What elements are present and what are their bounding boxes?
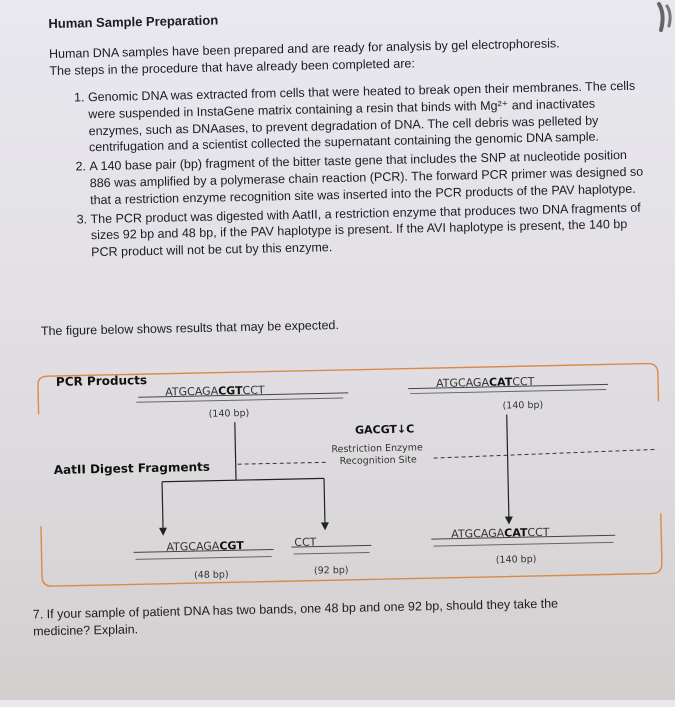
arrow-92-line [324, 478, 325, 524]
frag48-seq: ATGCAGACGT [166, 539, 244, 554]
left-product-seq: ATGCAGACGTCCT [165, 383, 265, 399]
frag48-size: (48 bp) [193, 569, 229, 582]
figure-lead-text: The figure below shows results that may be expected. [40, 318, 340, 339]
frag92-strand [294, 552, 370, 554]
arrow-uncut-head [505, 516, 513, 524]
arrow-92-head [321, 522, 329, 530]
question-line-1: 7. If your sample of patient DNA has two bands, one 48 bp and one 92 bp, should they take the [32, 596, 559, 622]
digest-split [162, 478, 324, 481]
guide-dash-left [238, 462, 326, 464]
arrow-uncut-line [507, 415, 509, 519]
right-product-seq: ATGCAGACATCCT [435, 374, 535, 391]
right-product-size: (140 bp) [502, 399, 544, 412]
uncut-strand [433, 542, 613, 546]
step-1: 1. Genomic DNA was extracted from cells that were heated to break open their membranes. The cells were suspended in InstaGene matrix containing a resin that binds with Mg²⁺ and inactivates enzymes, such as DNAases, to prevent degradation of DNA. The cell debris was pelleted by centrifugation and a scientist collected the supernatant containing the genomic DNA sample. [88, 78, 649, 157]
uncut-size: (140 bp) [495, 553, 537, 566]
left-product-size: (140 bp) [208, 407, 250, 420]
pcr-frame-bottom [41, 513, 662, 586]
arrow-48-head [159, 528, 167, 536]
frag92-seq: CCT [294, 535, 317, 550]
pcr-products-label: PCR Products [55, 373, 148, 389]
question-line-2: medicine? Explain. [33, 622, 139, 639]
pcr-frame-top [38, 363, 659, 414]
binder-ring-decoration [635, 0, 675, 40]
intro-line-2: The steps in the procedure that have already been completed are: [49, 56, 416, 79]
recognition-site-seq: GACGT↓C [354, 422, 415, 437]
right-product-strand [410, 389, 606, 393]
intro-line-1: Human DNA samples have been prepared and are ready for analysis by gel electrophoresis. [48, 36, 560, 62]
digest-fragments-label: AatII Digest Fragments [53, 459, 211, 478]
digest-stem [235, 422, 236, 480]
recognition-site-line2: Recognition Site [339, 454, 417, 468]
frag92-size: (92 bp) [313, 564, 349, 577]
arrow-48-line [162, 482, 163, 530]
step-3: 3. The PCR product was digested with AatII, a restriction enzyme that produces two DNA fragments of sizes 92 bp and 48 bp, if the PAV haplotype is present. If the AVI haplotype is present, the 140 bp PCR product will not be cut by this enzyme. [90, 199, 651, 261]
step-2: 2. A 140 base pair (bp) fragment of the bitter taste gene that includes the SNP at nucleotide position 886 was amplified by a polymerase chain reaction (PCR). The forward PCR primer was designed so that a restriction enzyme recognition site was inserted into the PCR products of the PAV haplotype. [89, 147, 650, 209]
frag48-strand [136, 557, 272, 560]
recognition-site-line1: Restriction Enzyme [331, 442, 423, 456]
uncut-seq: ATGCAGACATCCT [451, 525, 550, 541]
page-title: Human Sample Preparation [48, 12, 219, 32]
guide-dash-right [434, 449, 655, 458]
